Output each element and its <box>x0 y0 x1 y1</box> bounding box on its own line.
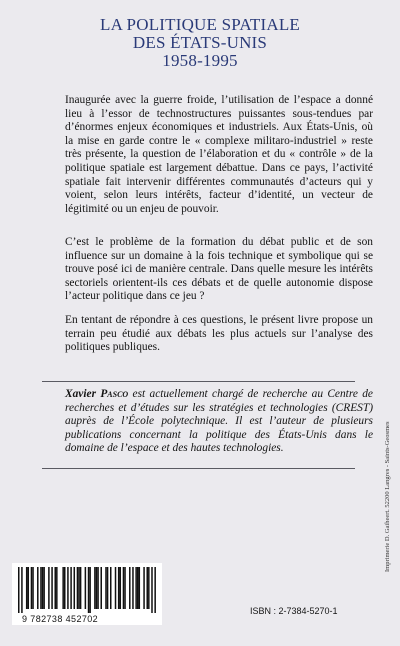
barcode-bar <box>96 567 98 609</box>
title-line-3: 1958-1995 <box>162 51 238 70</box>
barcode-bar <box>135 567 137 609</box>
barcode-bar <box>100 567 102 609</box>
isbn: ISBN : 2-7384-5270-1 <box>250 606 338 616</box>
barcode-bar <box>120 567 122 609</box>
author-last-name: Pasco <box>100 388 129 400</box>
barcode-bar <box>67 567 69 609</box>
barcode-bar <box>48 567 50 609</box>
barcode-bar <box>151 567 153 613</box>
barcode-bar <box>42 567 44 609</box>
barcode-bar <box>139 567 141 609</box>
book-title <box>0 16 400 70</box>
barcode-bar <box>110 567 112 609</box>
barcode-bar <box>37 567 39 609</box>
barcode-bar <box>26 567 28 609</box>
barcode-bar <box>146 567 148 609</box>
barcode-bar <box>85 567 87 609</box>
barcode-bar <box>18 567 20 613</box>
barcode-bar <box>43 567 45 609</box>
barcode-bar <box>51 567 53 609</box>
barcode-bar <box>115 567 117 609</box>
printer-credit: Imprimerie D. Gaiheert. 52200 Langres - Saints-Geosmes <box>384 421 391 572</box>
barcode-bar <box>31 567 33 609</box>
title-line-1: LA POLITIQUE SPATIALE <box>99 15 300 34</box>
barcode-bar <box>143 567 145 609</box>
barcode-bar <box>62 567 64 609</box>
divider-top <box>42 381 355 382</box>
barcode-bar <box>28 567 30 609</box>
barcode-bar <box>88 567 90 613</box>
barcode-bar <box>97 567 99 609</box>
author-bio <box>65 388 373 456</box>
barcode-bar <box>148 567 150 609</box>
barcode-bar <box>118 567 120 609</box>
author-bio-text: est actuellement chargé de recherche au Centre de recherches et d’études sur les stratégies et technologies (CREST) auprès de l’École polytechnique. Il est l’auteur de plusieurs publications concernant la politique des États-Unis dans le domaine de l’espace et des hautes technologies. <box>65 388 373 455</box>
body-paragraph-3: En tentant de répondre à ces questions, le présent livre propose un terrain peu étudié aux débats les plus actuels sur l’analyse des politiques publiques. <box>65 314 373 354</box>
author-first-name: Xavier <box>65 388 97 400</box>
barcode-bar <box>94 567 96 609</box>
title-line-2: DES ÉTATS-UNIS <box>132 33 268 52</box>
barcode-bar <box>70 567 72 609</box>
barcode-bar <box>132 567 134 609</box>
barcode-bar <box>129 567 131 609</box>
barcode-bar <box>89 567 91 613</box>
barcode-bar <box>21 567 23 613</box>
barcode-bar <box>80 567 82 609</box>
barcode-bar <box>56 567 58 609</box>
barcode-bar <box>77 567 79 609</box>
barcode-bar <box>64 567 66 609</box>
barcode <box>12 563 162 625</box>
barcode-bar <box>32 567 34 609</box>
barcode-bar <box>40 567 42 609</box>
body-paragraph-1: Inaugurée avec la guerre froide, l’utilisation de l’espace a donné lieu à l’essor de technostructures puissantes sous-tendues par d’énormes enjeux économiques et industriels. Aux États-Unis, où la mise en garde contre le « complexe militaro-industriel » reste très présente, la question de l’élaboration et du « contrôle » de la politique spatiale est largement débattue. Dans ce pays, l’activité spatiale fait intervenir différentes communautés d’acteurs qui y voient, selon leurs intérêts, facteur d’identité, un vecteur de légitimité ou un enjeu de pouvoir. <box>65 94 373 215</box>
barcode-bar <box>74 567 76 609</box>
barcode-bar <box>137 567 139 609</box>
divider-bottom <box>42 468 355 469</box>
barcode-bar <box>154 567 156 613</box>
barcode-bar <box>78 567 80 609</box>
author-name <box>65 388 128 400</box>
barcode-bar <box>123 567 125 609</box>
barcode-bar <box>124 567 126 609</box>
barcode-bars <box>18 567 156 613</box>
barcode-bar <box>54 567 56 609</box>
barcode-bar <box>107 567 109 609</box>
body-paragraph-2: C’est le problème de la formation du débat public et de son influence sur un domaine à la fois technique et symbolique qui se trouve posé ici de manière centrale. Dans quelle mesure les intérêts sectoriels orientent-ils ces débats et de quelle autonomie dispose l’acteur politique dans ce jeu ? <box>65 236 373 303</box>
barcode-digits: 9 782738 452702 <box>22 614 99 624</box>
barcode-bar <box>105 567 107 609</box>
